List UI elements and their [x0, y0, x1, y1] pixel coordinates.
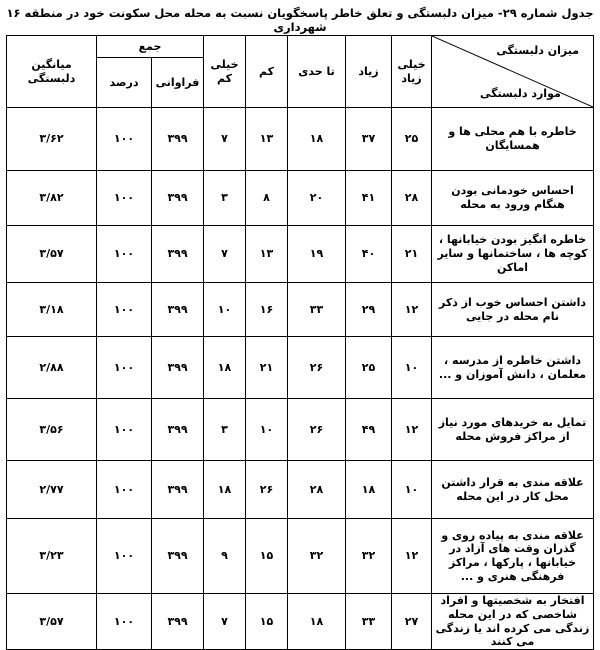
- cell-very-high: ۱۰: [392, 461, 432, 519]
- header-very-low: خیلی کم: [204, 36, 246, 108]
- cell-very-high: ۱۰: [392, 337, 432, 399]
- table-row: [7, 283, 594, 337]
- cell-frequency: ۳۹۹: [152, 171, 204, 226]
- cell-percent: ۱۰۰: [97, 519, 152, 594]
- row-item: علاقه مندی به قرار داشتن محل کار در این محله: [432, 461, 594, 519]
- cell-low: ۲۱: [246, 337, 288, 399]
- row-item: تمایل به خریدهای مورد نیاز از مراکز فروش محله: [432, 399, 594, 461]
- cell-low: ۸: [246, 171, 288, 226]
- cell-somewhat: ۱۸: [288, 108, 346, 171]
- cell-very-low: ۷: [204, 594, 246, 650]
- cell-very-low: ۹: [204, 519, 246, 594]
- header-frequency: فراوانی: [152, 58, 204, 108]
- cell-very-low: ۳: [204, 399, 246, 461]
- cell-somewhat: ۲۶: [288, 337, 346, 399]
- cell-somewhat: ۳۳: [288, 283, 346, 337]
- row-item: علاقه مندی به پیاده روی و گذران وقت های آزاد در خیابانها ، پارکها ، مراکز فرهنگی هنری و ...: [432, 519, 594, 594]
- row-item: احساس خودمانی بودن هنگام ورود به محله: [432, 171, 594, 226]
- header-level-label: میزان دلبستگی: [496, 44, 580, 57]
- cell-mean: ۳/۲۳: [7, 519, 97, 594]
- cell-low: ۱۳: [246, 226, 288, 283]
- cell-somewhat: ۲۰: [288, 171, 346, 226]
- cell-frequency: ۳۹۹: [152, 519, 204, 594]
- cell-mean: ۲/۷۷: [7, 461, 97, 519]
- cell-percent: ۱۰۰: [97, 594, 152, 650]
- cell-somewhat: ۲۶: [288, 399, 346, 461]
- cell-frequency: ۳۹۹: [152, 108, 204, 171]
- table-row: [7, 226, 594, 283]
- cell-high: ۲۹: [346, 283, 392, 337]
- cell-percent: ۱۰۰: [97, 171, 152, 226]
- row-item: خاطره با هم محلی ها و همسایگان: [432, 108, 594, 171]
- row-item: داشتن احساس خوب از ذکر نام محله در جایی: [432, 283, 594, 337]
- header-corner-cell: [432, 36, 594, 108]
- table-row: [7, 519, 594, 594]
- cell-mean: ۳/۶۲: [7, 108, 97, 171]
- table-row: [7, 399, 594, 461]
- cell-mean: ۲/۸۸: [7, 337, 97, 399]
- header-total: جمع: [97, 36, 204, 58]
- cell-very-low: ۱۰: [204, 283, 246, 337]
- table-caption: جدول شماره ۲۹- میزان دلبستگی و تعلق خاطر پاسخگویان نسبت به محله محل سکونت خود در منطقه ۱۶ شهرداری: [6, 6, 594, 34]
- header-mean: میانگین دلبستگی: [7, 36, 97, 108]
- table-row: [7, 108, 594, 171]
- cell-very-low: ۱۸: [204, 461, 246, 519]
- cell-very-high: ۲۱: [392, 226, 432, 283]
- cell-frequency: ۳۹۹: [152, 461, 204, 519]
- cell-very-high: ۲۵: [392, 108, 432, 171]
- cell-mean: ۳/۱۸: [7, 283, 97, 337]
- cell-frequency: ۳۹۹: [152, 594, 204, 650]
- cell-very-low: ۳: [204, 171, 246, 226]
- cell-very-high: ۱۲: [392, 283, 432, 337]
- header-percent: درصد: [97, 58, 152, 108]
- cell-high: ۴۹: [346, 399, 392, 461]
- cell-percent: ۱۰۰: [97, 399, 152, 461]
- table-row: [7, 171, 594, 226]
- table-row: [7, 337, 594, 399]
- cell-mean: ۳/۵۶: [7, 399, 97, 461]
- cell-somewhat: ۱۸: [288, 594, 346, 650]
- header-items-label: موارد دلبستگی: [480, 87, 561, 101]
- cell-mean: ۳/۸۲: [7, 171, 97, 226]
- header-somewhat: تا حدی: [288, 36, 346, 108]
- cell-frequency: ۳۹۹: [152, 283, 204, 337]
- cell-high: ۲۵: [346, 337, 392, 399]
- cell-percent: ۱۰۰: [97, 226, 152, 283]
- cell-high: ۳۳: [346, 594, 392, 650]
- cell-very-high: ۱۲: [392, 399, 432, 461]
- cell-percent: ۱۰۰: [97, 283, 152, 337]
- header-high: زیاد: [346, 36, 392, 108]
- cell-frequency: ۳۹۹: [152, 226, 204, 283]
- table-row: [7, 594, 594, 650]
- cell-frequency: ۳۹۹: [152, 337, 204, 399]
- cell-mean: ۳/۵۷: [7, 226, 97, 283]
- table-row: [7, 461, 594, 519]
- cell-frequency: ۳۹۹: [152, 399, 204, 461]
- cell-very-high: ۱۲: [392, 519, 432, 594]
- cell-low: ۱۳: [246, 108, 288, 171]
- cell-low: ۱۵: [246, 519, 288, 594]
- cell-mean: ۳/۵۷: [7, 594, 97, 650]
- cell-high: ۱۸: [346, 461, 392, 519]
- cell-somewhat: ۱۹: [288, 226, 346, 283]
- cell-somewhat: ۳۲: [288, 519, 346, 594]
- cell-low: ۱۵: [246, 594, 288, 650]
- cell-very-high: ۲۷: [392, 594, 432, 650]
- cell-very-low: ۱۸: [204, 337, 246, 399]
- header-low: کم: [246, 36, 288, 108]
- cell-high: ۴۱: [346, 171, 392, 226]
- cell-high: ۴۰: [346, 226, 392, 283]
- attachment-table: [6, 35, 594, 650]
- row-item: داشتن خاطره از مدرسه ، معلمان ، دانش آموزان و ...: [432, 337, 594, 399]
- cell-low: ۱۶: [246, 283, 288, 337]
- cell-very-high: ۲۸: [392, 171, 432, 226]
- row-item: افتخار به شخصیتها و افراد شاخصی که در این محله زندگی می کرده اند یا زندگی می کنند: [432, 594, 594, 650]
- cell-percent: ۱۰۰: [97, 108, 152, 171]
- row-item: خاطره انگیز بودن خیابانها ، کوچه ها ، ساختمانها و سایر اماکن: [432, 226, 594, 283]
- cell-somewhat: ۲۸: [288, 461, 346, 519]
- cell-high: ۳۷: [346, 108, 392, 171]
- cell-percent: ۱۰۰: [97, 337, 152, 399]
- header-very-high: خیلی زیاد: [392, 36, 432, 108]
- cell-low: ۱۰: [246, 399, 288, 461]
- cell-low: ۲۶: [246, 461, 288, 519]
- cell-very-low: ۷: [204, 226, 246, 283]
- cell-high: ۳۲: [346, 519, 392, 594]
- cell-very-low: ۷: [204, 108, 246, 171]
- cell-percent: ۱۰۰: [97, 461, 152, 519]
